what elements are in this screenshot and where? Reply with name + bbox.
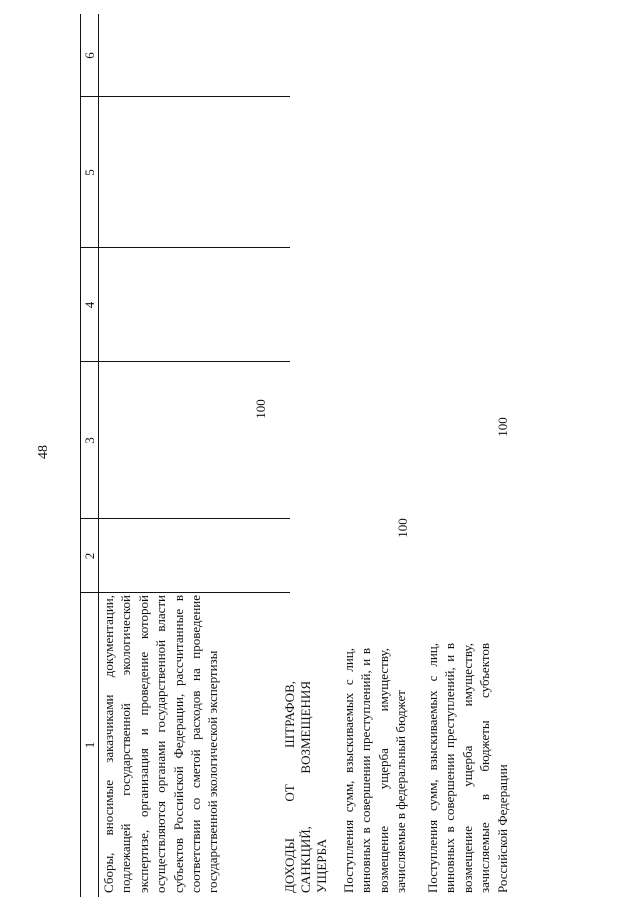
table-cell-col2: [250, 525, 268, 585]
column-number-1: 1: [82, 741, 97, 749]
table-row-label: Поступления сумм, взыскиваемых с лиц, виновных в совершении преступлений, и в возмещение ущерба имуществу, зачисляемые в федеральный бюджет: [341, 648, 409, 893]
col-divider-2-3: [80, 518, 290, 519]
column-number-3: 3: [82, 437, 97, 444]
table-cell-col2: 100: [395, 518, 410, 538]
column-number-4: 4: [82, 301, 97, 309]
table-top-border: [80, 14, 81, 897]
table-cell-col3: 100: [253, 399, 268, 419]
header-bottom-border: [98, 14, 99, 897]
table-cell-col3: 100: [495, 417, 510, 437]
table-cell-col3: [394, 435, 412, 495]
col-divider-3-4: [80, 361, 290, 362]
col-divider-4-5: [80, 247, 290, 248]
column-number-2: 2: [82, 552, 97, 560]
table-row-label: ДОХОДЫ ОТ ШТРАФОВ, САНКЦИЙ, ВОЗМЕЩЕНИЯ УЩЕРБА: [282, 681, 329, 893]
table-row-label: Сборы, вносимые заказчиками документации, подлежащей государственной экологической экспертизе, организация и проведение которой осуществляются органами государственной власти субъектов Российской Федерации, рассчитанные в соответствии со сметой расходов на проведение государственной экологической экспертизы: [101, 595, 221, 893]
col-divider-5-6: [80, 96, 290, 97]
column-number-6: 6: [82, 52, 97, 59]
page-number: 48: [36, 445, 51, 459]
table-row-label: Поступления сумм, взыскиваемых с лиц, виновных в совершении преступлений, и в возмещение ущерба имуществу, зачисляемые в бюджеты субъектов Российской Федерации: [425, 643, 510, 893]
column-number-5: 5: [82, 169, 97, 176]
table-cell-col2: [492, 525, 510, 585]
col-divider-1-2: [80, 592, 290, 593]
